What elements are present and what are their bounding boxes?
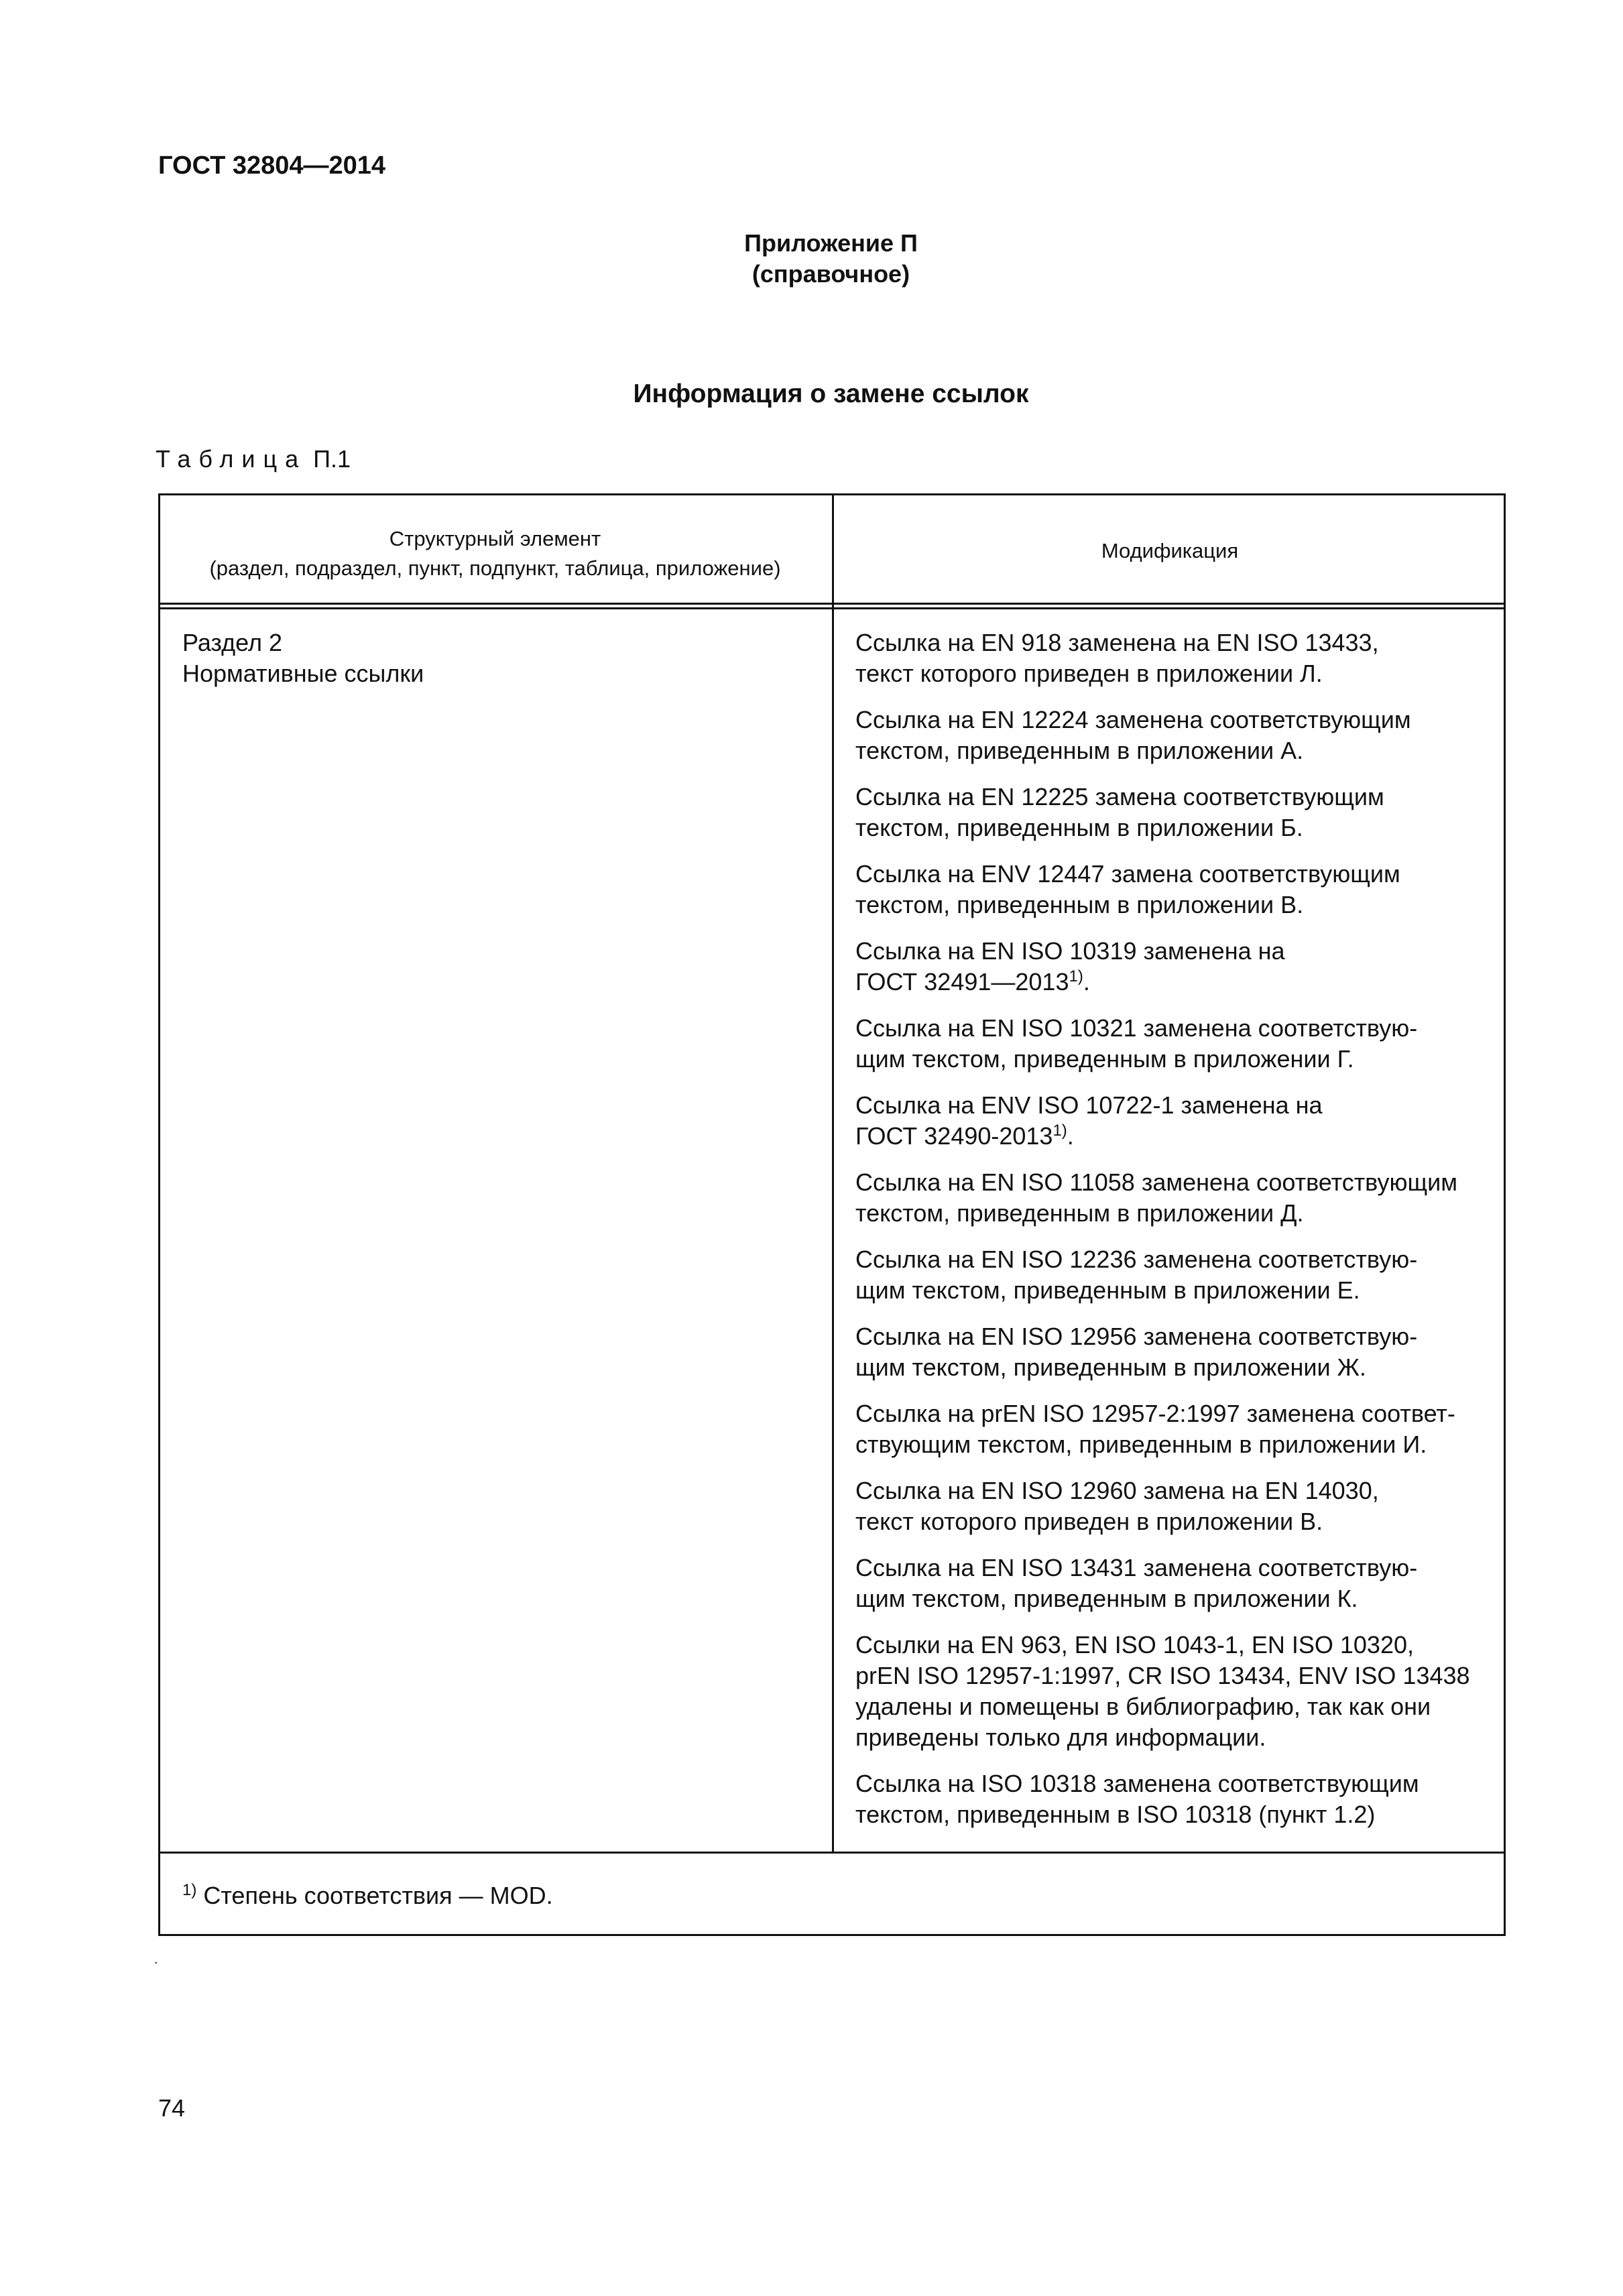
modification-line bbox=[855, 1722, 1492, 1753]
modification-line bbox=[855, 1167, 1492, 1198]
modification-text: Ссылка на EN 12224 заменена соответствующим bbox=[855, 706, 1411, 733]
modification-text: Ссылка на EN ISO 11058 заменена соответствующим bbox=[855, 1168, 1457, 1196]
table-label-number: П.1 bbox=[313, 445, 351, 473]
modification-entry bbox=[855, 1167, 1492, 1229]
modification-entry bbox=[855, 1553, 1492, 1614]
standard-id-header: ГОСТ 32804—2014 bbox=[158, 152, 386, 180]
structural-element-line: Раздел 2 bbox=[182, 629, 283, 656]
table-label-word: Таблица bbox=[156, 445, 307, 473]
modification-line bbox=[855, 1121, 1492, 1152]
modification-line bbox=[855, 1090, 1492, 1121]
header-divider bbox=[158, 603, 1506, 609]
modification-text: щим текстом, приведенным в приложении К. bbox=[855, 1585, 1358, 1612]
modification-line bbox=[855, 1013, 1492, 1044]
modification-text: текстом, приведенным в приложении Б. bbox=[855, 814, 1303, 841]
modification-text: текстом, приведенным в приложении А. bbox=[855, 737, 1304, 764]
modification-text: Ссылка на EN ISO 12956 заменена соответствую- bbox=[855, 1323, 1418, 1350]
modification-entry bbox=[855, 1321, 1492, 1383]
modification-line bbox=[855, 705, 1492, 735]
modification-line bbox=[855, 1275, 1492, 1306]
stray-mark: . bbox=[154, 1952, 158, 1967]
modification-entry bbox=[855, 859, 1492, 920]
modification-line bbox=[855, 890, 1492, 920]
annex-subtitle: (справочное) bbox=[752, 260, 910, 288]
modification-tail: . bbox=[1067, 1122, 1074, 1150]
modification-entry bbox=[855, 1630, 1492, 1753]
modification-text: Ссылка на EN 918 заменена на EN ISO 13433, bbox=[855, 629, 1379, 656]
modification-text: Ссылка на prEN ISO 12957-2:1997 заменена соответ- bbox=[855, 1400, 1455, 1427]
modification-text: ГОСТ 32491—2013 bbox=[855, 968, 1069, 995]
modification-entry bbox=[855, 1475, 1492, 1537]
footnote-text: Степень соответствия — MOD. bbox=[196, 1882, 553, 1909]
modification-text: удалены и помещены в библиографию, так как они bbox=[855, 1693, 1431, 1720]
modification-entry bbox=[855, 782, 1492, 843]
modification-text: Ссылка на ISO 10318 заменена соответствующим bbox=[855, 1770, 1419, 1797]
modification-text: Ссылка на EN ISO 13431 заменена соответствую- bbox=[855, 1554, 1418, 1581]
modification-line bbox=[855, 1398, 1492, 1429]
modification-text: текст которого приведен в приложении Л. bbox=[855, 660, 1323, 687]
modification-line bbox=[855, 936, 1492, 967]
column-header-line: (раздел, подраздел, пункт, подпункт, таблица, приложение) bbox=[209, 556, 781, 580]
column-header-structural-element bbox=[158, 524, 832, 583]
modification-text: Ссылка на EN 12225 замена соответствующим bbox=[855, 783, 1384, 810]
modification-text: щим текстом, приведенным в приложении Е. bbox=[855, 1276, 1360, 1304]
footnote-reference: 1) bbox=[1069, 967, 1083, 985]
annex-title: Приложение П bbox=[744, 229, 918, 257]
modification-text: щим текстом, приведенным в приложении Ж. bbox=[855, 1353, 1366, 1381]
modification-entry bbox=[855, 627, 1492, 689]
modification-entry bbox=[855, 1244, 1492, 1306]
modification-line bbox=[855, 1583, 1492, 1614]
structural-element-cell bbox=[182, 627, 424, 689]
page-number: 74 bbox=[158, 2094, 186, 2122]
modification-text: prEN ISO 12957-1:1997, CR ISO 13434, ENV ISO 13438 bbox=[855, 1662, 1470, 1689]
modification-line bbox=[855, 627, 1492, 658]
modification-entry bbox=[855, 1013, 1492, 1075]
modifications-cell bbox=[855, 627, 1492, 1846]
modification-line bbox=[855, 1244, 1492, 1275]
modification-entry bbox=[855, 705, 1492, 766]
table-label bbox=[156, 445, 351, 473]
modification-entry bbox=[855, 1090, 1492, 1152]
modification-line bbox=[855, 1553, 1492, 1583]
references-table bbox=[158, 493, 1506, 1936]
footnote-divider bbox=[158, 1852, 1506, 1854]
table-footnote bbox=[182, 1880, 553, 1911]
modification-text: Ссылка на ENV 12447 замена соответствующим bbox=[855, 860, 1400, 888]
footnote-reference: 1) bbox=[1053, 1122, 1067, 1140]
modification-line bbox=[855, 1630, 1492, 1660]
modification-line bbox=[855, 1198, 1492, 1229]
modification-text: текстом, приведенным в ISO 10318 (пункт 1.2) bbox=[855, 1801, 1376, 1828]
modification-line bbox=[855, 1429, 1492, 1460]
modification-text: текстом, приведенным в приложении В. bbox=[855, 891, 1304, 918]
modification-line bbox=[855, 658, 1492, 689]
modification-line bbox=[855, 1506, 1492, 1537]
column-header-line: Структурный элемент bbox=[389, 527, 601, 550]
modification-text: Ссылка на EN ISO 12960 замена на EN 14030, bbox=[855, 1477, 1379, 1504]
modification-line bbox=[855, 812, 1492, 843]
modification-line bbox=[855, 1799, 1492, 1830]
footnote-mark: 1) bbox=[182, 1881, 197, 1899]
modification-text: текст которого приведен в приложении В. bbox=[855, 1508, 1323, 1535]
modification-text: щим текстом, приведенным в приложении Г. bbox=[855, 1045, 1354, 1073]
modification-text: текстом, приведенным в приложении Д. bbox=[855, 1199, 1304, 1227]
modification-line bbox=[855, 1352, 1492, 1383]
modification-entry bbox=[855, 936, 1492, 998]
modification-text: приведены только для информации. bbox=[855, 1724, 1266, 1751]
modification-text: ствующим текстом, приведенным в приложении И. bbox=[855, 1431, 1427, 1458]
modification-line bbox=[855, 1768, 1492, 1799]
annex-heading bbox=[0, 228, 1623, 290]
modification-line bbox=[855, 1660, 1492, 1691]
modification-text: Ссылки на EN 963, EN ISO 1043-1, EN ISO 10320, bbox=[855, 1631, 1414, 1658]
modification-entry bbox=[855, 1398, 1492, 1460]
modification-line bbox=[855, 735, 1492, 766]
modification-text: Ссылка на ENV ISO 10722-1 заменена на bbox=[855, 1091, 1323, 1119]
modification-text: Ссылка на EN ISO 10321 заменена соответствую- bbox=[855, 1014, 1418, 1042]
section-title: Информация о замене ссылок bbox=[633, 379, 1029, 408]
modification-entry bbox=[855, 1768, 1492, 1830]
modification-line bbox=[855, 1691, 1492, 1722]
modification-line bbox=[855, 1475, 1492, 1506]
modification-text: Ссылка на EN ISO 12236 заменена соответствую- bbox=[855, 1246, 1418, 1273]
modification-line bbox=[855, 859, 1492, 890]
modification-line bbox=[855, 1044, 1492, 1075]
column-divider bbox=[832, 493, 834, 1854]
modification-text: ГОСТ 32490-2013 bbox=[855, 1122, 1053, 1150]
modification-tail: . bbox=[1083, 968, 1090, 995]
modification-line bbox=[855, 1321, 1492, 1352]
column-header-modification: Модификация bbox=[1101, 539, 1239, 562]
modification-line bbox=[855, 967, 1492, 998]
modification-text: Ссылка на EN ISO 10319 заменена на bbox=[855, 937, 1285, 965]
structural-element-line: Нормативные ссылки bbox=[182, 660, 424, 687]
modification-line bbox=[855, 782, 1492, 812]
